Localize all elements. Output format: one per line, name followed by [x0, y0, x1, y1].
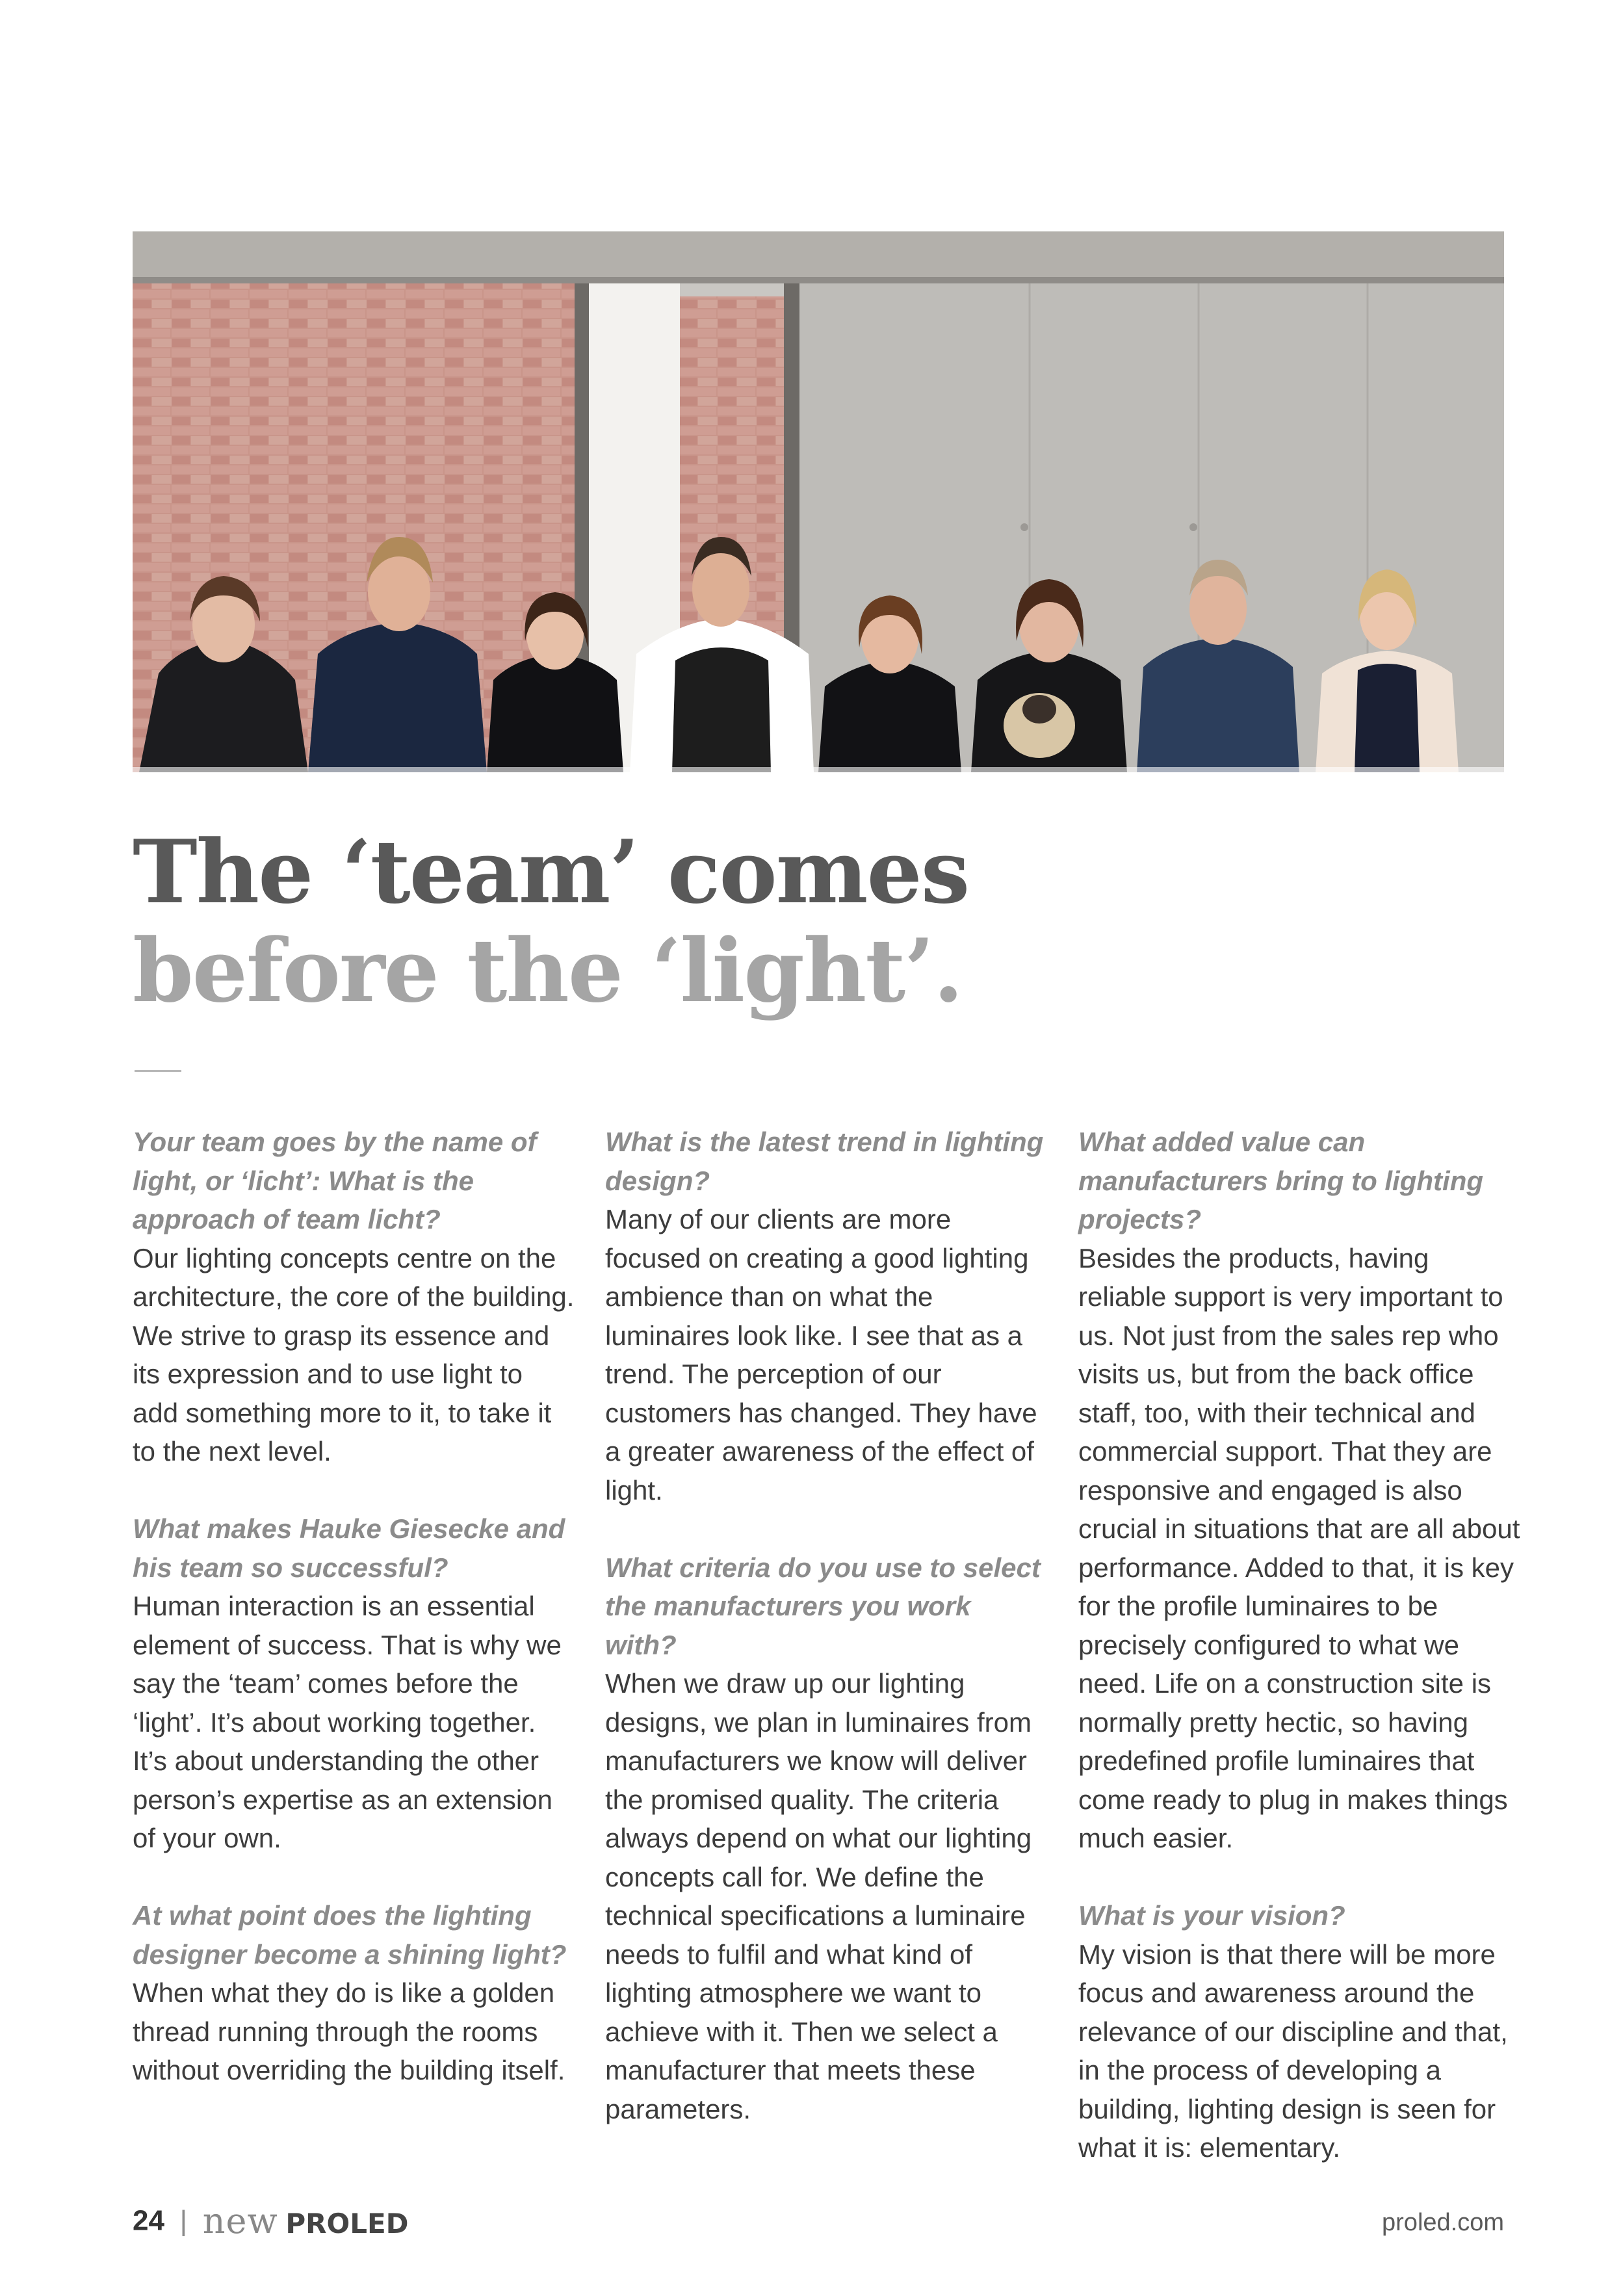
- qa-item: [605, 1123, 1047, 1509]
- answer: When we draw up our lighting designs, we plan in luminaires from manufacturers we know will deliver the promised quality. The criteria always depend on what our lighting concepts call for. We define the technical specifications a luminaire needs to fulfil and what kind of lighting atmosphere we want to achieve with it. Then we select a manufacturer that meets these parameters.: [605, 1668, 1032, 2124]
- footer-separator: |: [179, 2204, 188, 2237]
- answer: My vision is that there will be more focus and awareness around the relevance of our discipline and that, in the process of developing a building, lighting design is seen for what it is: elementary.: [1078, 1938, 1508, 2163]
- column-1: [133, 1123, 575, 2128]
- qa-item: [1078, 1896, 1520, 2167]
- page-number: 24: [133, 2204, 164, 2237]
- answer: Besides the products, having reliable support is very important to us. Not just from the sales rep who visits us, but from the back office staff, too, with their technical and commercial support. That they are responsive and engaged is also crucial in situations that are all about performance. Added to that, it is key for the profile luminaires to be precisely configured to what we need. Life on a construction site is normally pretty hectic, so having predefined profile luminaires that come ready to plug in makes things much easier.: [1078, 1242, 1520, 1853]
- question: What criteria do you use to select the manufacturers you work with?: [605, 1552, 1041, 1660]
- website-link[interactable]: proled.com: [1382, 2209, 1504, 2236]
- question: What makes Hauke Giesecke and his team so successful?: [133, 1513, 565, 1583]
- answer: Our lighting concepts centre on the architecture, the core of the building. We strive to grasp its essence and its expression and to use light to add something more to it, to take it to the next level.: [133, 1242, 575, 1467]
- logo-new: new: [202, 2200, 278, 2241]
- qa-item: [133, 1509, 575, 1858]
- team-photo: [133, 231, 1504, 772]
- qa-item: [605, 1548, 1047, 2129]
- qa-item: [133, 1896, 575, 2090]
- answer: When what they do is like a golden thread running through the rooms without overriding the building itself.: [133, 1977, 565, 2085]
- question: What is your vision?: [1078, 1900, 1345, 1931]
- column-2: [605, 1123, 1047, 2167]
- question: At what point does the lighting designer become a shining light?: [133, 1900, 567, 1970]
- qa-item: [133, 1123, 575, 1471]
- logo-proled: PROLED: [285, 2208, 409, 2239]
- answer: Many of our clients are more focused on creating a good lighting ambience than on what the luminaires look like. I see that as a trend. The perception of our customers has changed. They have a greater awareness of the effect of light.: [605, 1204, 1037, 1506]
- proled-logo: [202, 2200, 409, 2241]
- answer: Human interaction is an essential element of success. That is why we say the ‘team’ comes before the ‘light’. It’s about working together. It’s about understanding the other person’s expertise as an extension of your own.: [133, 1591, 562, 1853]
- footer-left: [133, 2200, 409, 2239]
- question: What is the latest trend in lighting design?: [605, 1127, 1044, 1196]
- headline-line-2: before the ‘light’.: [133, 919, 963, 1022]
- headline-divider: [135, 1070, 181, 1072]
- question: Your team goes by the name of light, or ‘licht’: What is the approach of team licht?: [133, 1127, 537, 1234]
- headline: [133, 822, 1108, 1020]
- column-3: [1078, 1123, 1520, 2206]
- qa-item: [1078, 1123, 1520, 1858]
- question: What added value can manufacturers bring to lighting projects?: [1078, 1127, 1484, 1234]
- headline-line-1: The ‘team’ comes: [133, 820, 969, 923]
